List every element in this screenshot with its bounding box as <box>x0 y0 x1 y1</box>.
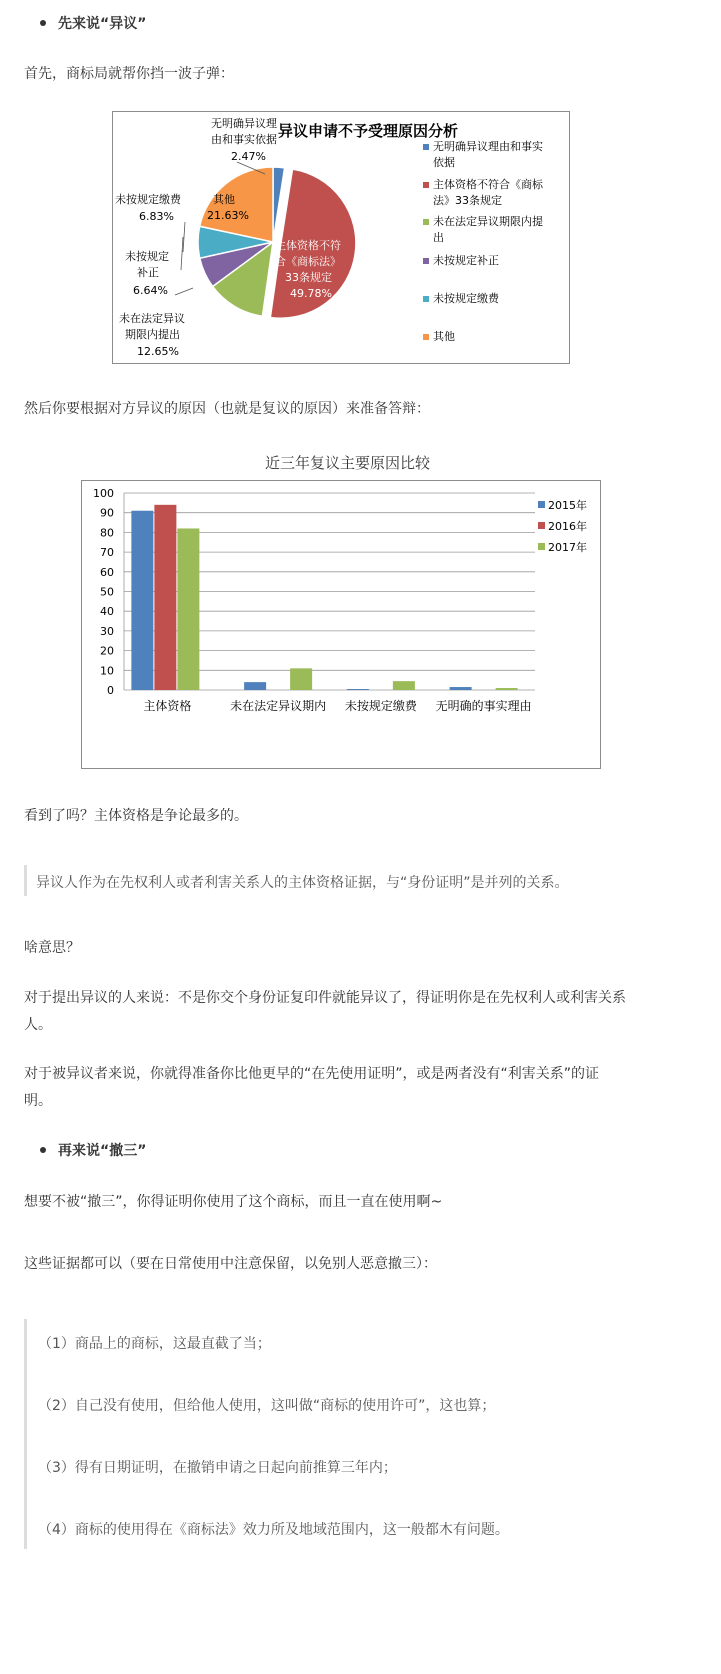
legend-label: 2015年 <box>548 499 587 512</box>
leader-line <box>175 288 193 295</box>
pie-label-no-reason-pct: 2.47% <box>231 150 266 163</box>
legend-label: 依据 <box>433 156 455 169</box>
bar-chart <box>82 481 600 768</box>
paragraph: 然后你要根据对方异议的原因（也就是复议的原因）来准备答辩： <box>24 401 430 417</box>
y-tick-label: 30 <box>100 624 114 638</box>
y-tick-label: 100 <box>93 487 114 500</box>
blockquote-bar <box>24 865 27 896</box>
legend-label: 其他 <box>433 330 455 343</box>
legend-label: 未按规定补正 <box>433 254 499 267</box>
x-category-label: 主体资格 <box>143 699 192 713</box>
leader-line <box>183 222 185 252</box>
leader-line <box>181 237 183 270</box>
list-item: （3）得有日期证明，在撤销申请之日起向前推算三年内； <box>38 1460 397 1476</box>
legend-label: 法》33条规定 <box>433 194 502 207</box>
x-category-label: 未在法定异议期内 <box>230 699 327 713</box>
pie-label-qualification-pct: 49.78% <box>290 287 332 300</box>
pie-label-deadline: 期限内提出 <box>125 328 180 341</box>
bar-2017年 <box>393 681 415 690</box>
paragraph: 看到了吗？主体资格是争论最多的。 <box>24 808 248 824</box>
pie-label-other: 其他 <box>213 193 235 206</box>
list-item: （4）商标的使用得在《商标法》效力所及地域范围内，这一般都木有问题。 <box>38 1522 509 1538</box>
legend-label: 未在法定异议期限内提 <box>433 215 543 228</box>
y-tick-label: 10 <box>100 664 114 678</box>
pie-chart-figure <box>112 111 570 364</box>
legend-label: 2017年 <box>548 541 587 554</box>
paragraph: 啥意思？ <box>24 940 80 956</box>
x-category-label: 未按规定缴费 <box>344 699 417 713</box>
paragraph: 对于提出异议的人来说：不是你交个身份证复印件就能异议了，得证明你是在先权利人或利害关系 <box>24 990 626 1006</box>
bar-2016年 <box>154 505 176 690</box>
y-tick-label: 80 <box>100 526 114 540</box>
paragraph: 想要不被“撤三”，你得证明你使用了这个商标，而且一直在使用啊~ <box>24 1194 443 1210</box>
pie-label-other-pct: 21.63% <box>207 209 249 222</box>
bar-2017年 <box>496 688 518 690</box>
pie-label-no-reason: 由和事实依据 <box>211 133 277 146</box>
bar-2015年 <box>450 687 472 690</box>
pie-chart-title: 异议申请不予受理原因分析 <box>278 122 459 140</box>
bar-chart-title: 近三年复议主要原因比较 <box>264 454 430 472</box>
bar-chart-figure <box>81 480 601 769</box>
pie-label-qualification: 33条规定 <box>285 271 332 284</box>
bullet-dot <box>40 1147 46 1153</box>
pie-label-fee-pct: 6.83% <box>139 210 174 223</box>
pie-label-correction: 补正 <box>137 266 159 279</box>
bullet-dot <box>40 20 46 26</box>
bar-2015年 <box>131 511 153 690</box>
section-heading-revocation: 再来说“撤三” <box>58 1143 147 1159</box>
y-tick-label: 70 <box>100 546 114 560</box>
legend-swatch-purple <box>423 258 429 264</box>
legend-label: 无明确异议理由和事实 <box>433 140 543 153</box>
list-item: （2）自己没有使用，但给他人使用，这叫做“商标的使用许可”，这也算； <box>38 1398 496 1414</box>
list-item: （1）商品上的商标，这最直截了当； <box>38 1336 271 1352</box>
paragraph: 首先，商标局就帮你挡一波子弹： <box>24 66 234 82</box>
legend-swatch-red <box>423 182 429 188</box>
y-tick-label: 90 <box>100 506 114 520</box>
paragraph: 明。 <box>24 1093 52 1109</box>
legend-swatch-green <box>423 219 429 225</box>
pie-label-qualification: 合《商标法》 <box>275 255 341 268</box>
pie-label-qualification: 主体资格不符 <box>275 239 341 252</box>
pie-label-correction-pct: 6.64% <box>133 284 168 297</box>
pie-label-no-reason: 无明确异议理 <box>211 117 277 130</box>
pie-label-deadline-pct: 12.65% <box>137 345 179 358</box>
y-tick-label: 0 <box>107 684 114 697</box>
paragraph: 人。 <box>24 1017 52 1033</box>
blockquote-bar <box>24 1319 27 1549</box>
legend-swatch <box>538 522 545 529</box>
bar-2015年 <box>347 689 369 690</box>
legend-label: 主体资格不符合《商标 <box>433 178 543 191</box>
legend-label: 未按规定缴费 <box>433 292 499 305</box>
x-category-label: 无明确的事实理由 <box>435 699 532 713</box>
pie-label-deadline: 未在法定异议 <box>119 312 185 325</box>
pie-label-correction: 未按规定 <box>125 250 169 263</box>
legend-label: 2016年 <box>548 520 587 533</box>
paragraph: 对于被异议者来说，你就得准备你比他更早的“在先使用证明”，或是两者没有“利害关系”的证 <box>24 1066 600 1082</box>
pie-chart <box>113 112 569 363</box>
bar-2017年 <box>290 668 312 690</box>
bar-2015年 <box>244 682 266 690</box>
legend-swatch <box>538 501 545 508</box>
paragraph: 这些证据都可以（要在日常使用中注意保留，以免别人恶意撤三）： <box>24 1256 437 1272</box>
y-tick-label: 20 <box>100 644 114 658</box>
y-tick-label: 40 <box>100 605 114 619</box>
bar-2017年 <box>177 528 199 690</box>
section-heading-objection: 先来说“异议” <box>58 16 147 32</box>
legend-swatch-blue <box>423 144 429 150</box>
legend-label: 出 <box>433 231 444 244</box>
pie-legend <box>423 139 544 343</box>
y-tick-label: 60 <box>100 565 114 579</box>
legend-swatch <box>538 543 545 550</box>
blockquote-text: 异议人作为在先权利人或者利害关系人的主体资格证据，与“身份证明”是并列的关系。 <box>36 875 569 891</box>
pie-label-fee: 未按规定缴费 <box>115 193 181 206</box>
legend-swatch-orange <box>423 334 429 340</box>
y-tick-label: 50 <box>100 585 114 599</box>
legend-swatch-teal <box>423 296 429 302</box>
